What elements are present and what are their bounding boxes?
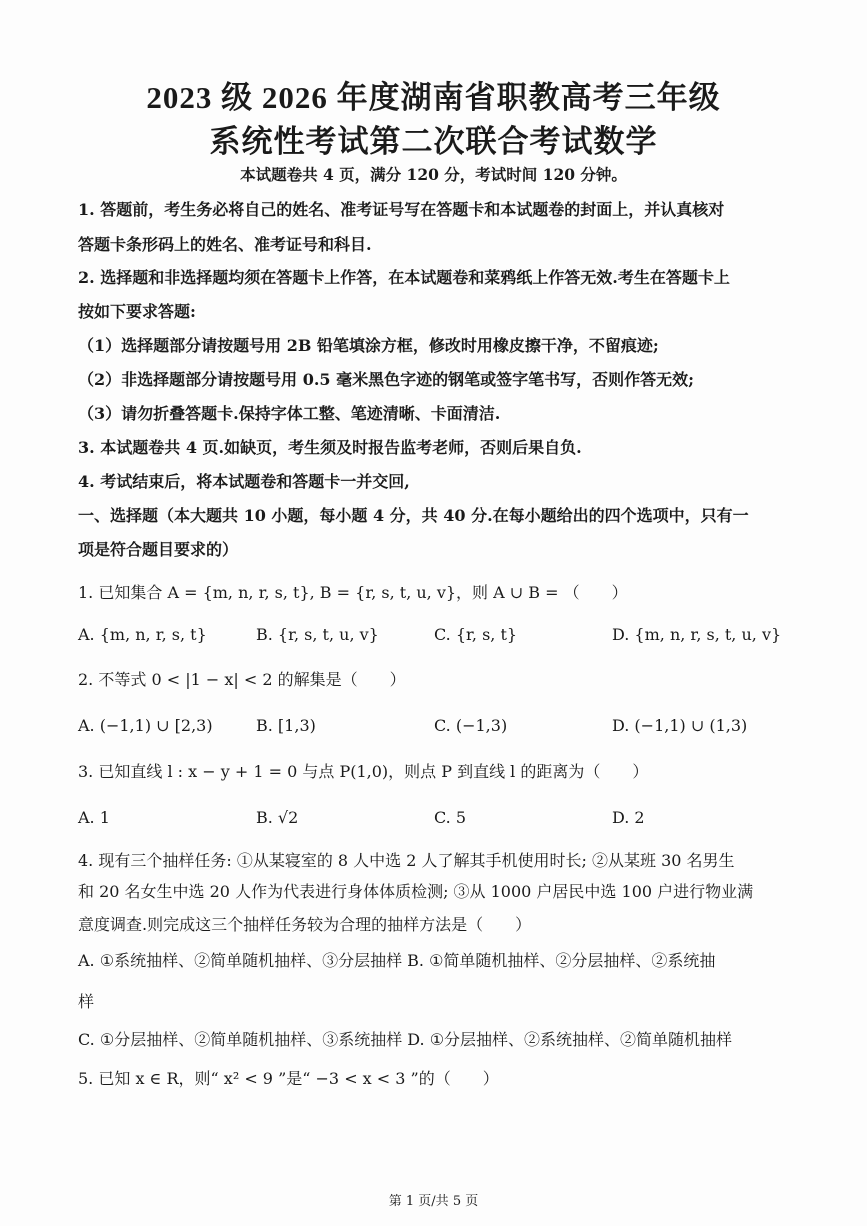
instruction-line: 2. 选择题和非选择题均须在答题卡上作答，在本试题卷和菜鸦纸上作答无效.考生在答题卡上 bbox=[78, 268, 730, 287]
question-1-option-d: D. {m, n, r, s, t, u, v} bbox=[612, 625, 782, 644]
question-1-option-b: B. {r, s, t, u, v} bbox=[256, 625, 379, 644]
question-1-stem: 1. 已知集合 A = {m, n, r, s, t}, B = {r, s, t, u, v}，则 A ∪ B = （ ） bbox=[78, 583, 628, 602]
question-4-options-cd: C. ①分层抽样、②简单随机抽样、③系统抽样 D. ①分层抽样、②系统抽样、②简单随机抽样 bbox=[78, 1030, 733, 1049]
section-heading: 一、选择题（本大题共 10 小题，每小题 4 分，共 40 分.在每小题给出的四个选项中，只有一 bbox=[78, 506, 749, 525]
question-4-options-ab-cont: 样 bbox=[78, 992, 95, 1011]
instruction-line: 答题卡条形码上的姓名、准考证号和科目. bbox=[78, 235, 372, 254]
page-footer: 第 1 页/共 5 页 bbox=[388, 1194, 479, 1209]
instruction-line: （3）请勿折叠答题卡.保持字体工整、笔迹清晰、卡面清洁. bbox=[78, 404, 501, 423]
question-4-stem-cont: 和 20 名女生中选 20 人作为代表进行身体体质检测; ③从 1000 户居民中选 100 户进行物业满 bbox=[78, 882, 754, 901]
instruction-line: 按如下要求答题: bbox=[78, 302, 196, 321]
question-3-option-b: B. √2 bbox=[256, 808, 299, 827]
question-3-option-a: A. 1 bbox=[78, 808, 110, 827]
section-heading-cont: 项是符合题目要求的） bbox=[78, 540, 239, 559]
question-2-option-d: D. (−1,1) ∪ (1,3) bbox=[612, 716, 748, 735]
question-2-option-b: B. [1,3) bbox=[256, 716, 316, 735]
question-1-option-c: C. {r, s, t} bbox=[434, 625, 518, 644]
instruction-line: （2）非选择题部分请按题号用 0.5 毫米黑色字迹的钢笔或签字笔书写，否则作答无效; bbox=[78, 370, 695, 389]
question-1-option-a: A. {m, n, r, s, t} bbox=[78, 625, 207, 644]
question-3-option-c: C. 5 bbox=[434, 808, 467, 827]
instruction-line: 1. 答题前，考生务必将自己的姓名、准考证号写在答题卡和本试题卷的封面上，并认真核对 bbox=[78, 200, 725, 219]
exam-title-line1: 2023 级 2026 年度湖南省职教高考三年级 bbox=[146, 80, 721, 115]
question-2-stem: 2. 不等式 0 < |1 − x| < 2 的解集是（ ） bbox=[78, 670, 406, 689]
exam-subtitle: 本试题卷共 4 页，满分 120 分，考试时间 120 分钟。 bbox=[240, 165, 627, 184]
instruction-line: 3. 本试题卷共 4 页.如缺页，考生须及时报告监考老师，否则后果自负. bbox=[78, 438, 582, 457]
question-4-stem: 4. 现有三个抽样任务: ①从某寝室的 8 人中选 2 人了解其手机使用时长; ②从某班 30 名男生 bbox=[78, 851, 735, 870]
question-5-stem: 5. 已知 x ∈ R，则“ x² < 9 ”是“ −3 < x < 3 ”的（ ） bbox=[78, 1069, 499, 1088]
question-3-stem: 3. 已知直线 l : x − y + 1 = 0 与点 P(1,0)，则点 P 到直线 l 的距离为（ ） bbox=[78, 762, 649, 781]
instruction-line: （1）选择题部分请按题号用 2B 铅笔填涂方框，修改时用橡皮擦干净，不留痕迹; bbox=[78, 336, 659, 355]
instruction-line: 4. 考试结束后，将本试题卷和答题卡一并交回, bbox=[78, 472, 410, 491]
question-4-options-ab: A. ①系统抽样、②简单随机抽样、③分层抽样 B. ①简单随机抽样、②分层抽样、②系统抽 bbox=[78, 951, 716, 970]
question-2-option-a: A. (−1,1) ∪ [2,3) bbox=[78, 716, 213, 735]
question-2-option-c: C. (−1,3) bbox=[434, 716, 508, 735]
question-3-option-d: D. 2 bbox=[612, 808, 645, 827]
question-4-stem-cont: 意度调查.则完成这三个抽样任务较为合理的抽样方法是（ ） bbox=[78, 915, 532, 934]
exam-title-line2: 系统性考试第二次联合考试数学 bbox=[209, 124, 658, 159]
